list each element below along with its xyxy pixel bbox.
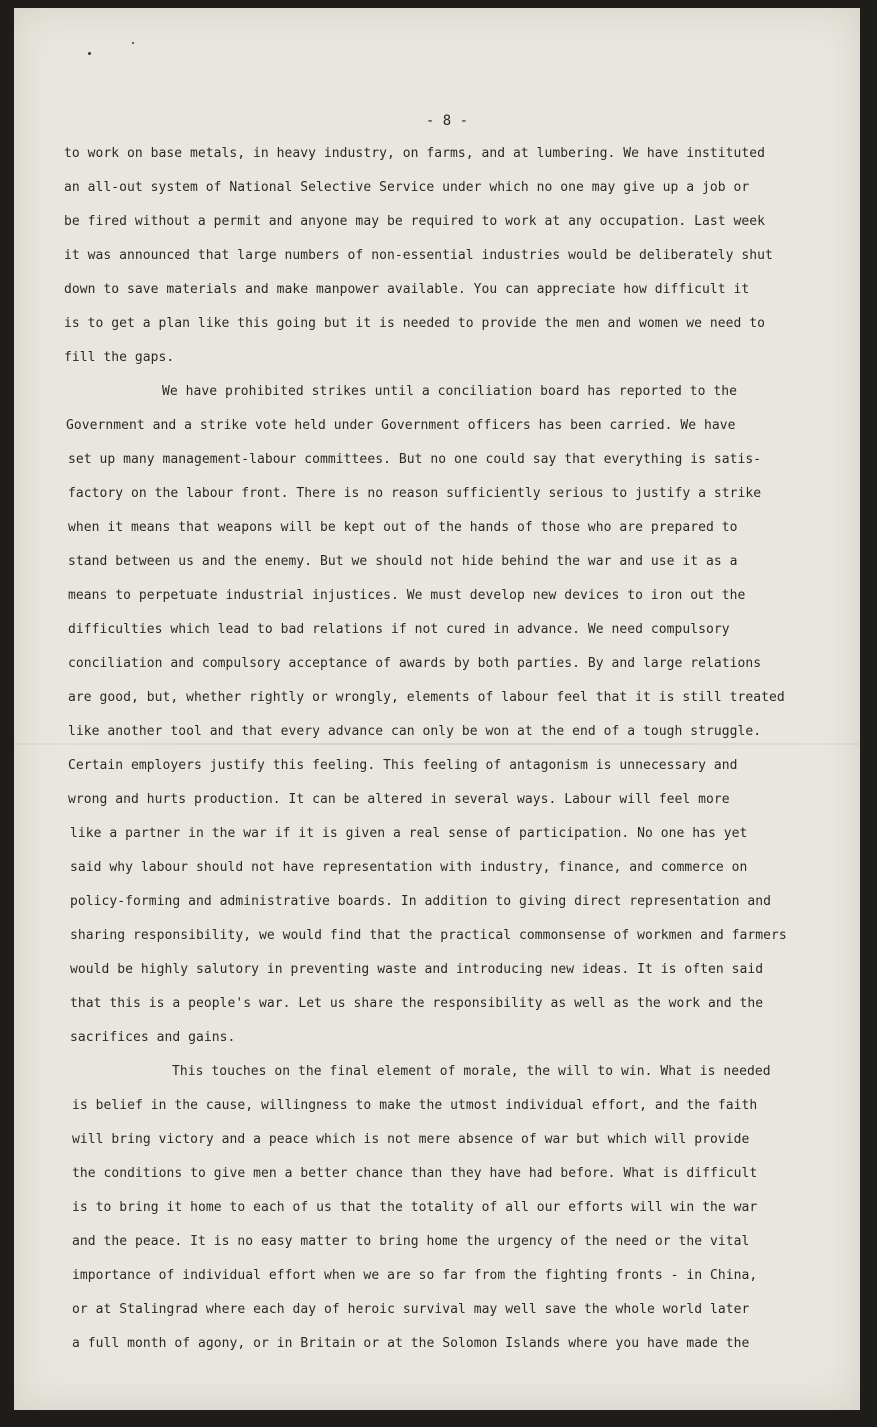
text-line: down to save materials and make manpower available. You can appreciate how difficult it bbox=[64, 282, 750, 297]
paper-fold bbox=[14, 743, 860, 745]
text-line: set up many management-labour committees. But no one could say that everything is satis- bbox=[68, 452, 762, 467]
text-line: an all-out system of National Selective Service under which no one may give up a job or bbox=[64, 180, 750, 195]
text-line: factory on the labour front. There is no reason sufficiently serious to justify a strike bbox=[68, 486, 762, 501]
text-line: conciliation and compulsory acceptance of awards by both parties. By and large relations bbox=[68, 656, 762, 671]
ink-speck bbox=[132, 42, 134, 44]
text-line: wrong and hurts production. It can be altered in several ways. Labour will feel more bbox=[68, 792, 730, 807]
text-line: be fired without a permit and anyone may be required to work at any occupation. Last week bbox=[64, 214, 766, 229]
text-line: is belief in the cause, willingness to make the utmost individual effort, and the faith bbox=[72, 1098, 758, 1113]
text-line: sharing responsibility, we would find that the practical commonsense of workmen and farmers bbox=[70, 928, 787, 943]
text-line: said why labour should not have representation with industry, finance, and commerce on bbox=[70, 860, 748, 875]
text-line: like another tool and that every advance can only be won at the end of a tough struggle. bbox=[68, 724, 762, 739]
text-line: Certain employers justify this feeling. This feeling of antagonism is unnecessary and bbox=[68, 758, 738, 773]
text-line: sacrifices and gains. bbox=[70, 1030, 236, 1045]
text-line: is to bring it home to each of us that the totality of all our efforts will win the war bbox=[72, 1200, 758, 1215]
text-line: stand between us and the enemy. But we should not hide behind the war and use it as a bbox=[68, 554, 738, 569]
page-number: - 8 - bbox=[425, 113, 469, 129]
text-line: to work on base metals, in heavy industry, on farms, and at lumbering. We have instituted bbox=[64, 146, 766, 161]
text-line: or at Stalingrad where each day of heroic survival may well save the whole world later bbox=[72, 1302, 750, 1317]
text-line: when it means that weapons will be kept out of the hands of those who are prepared to bbox=[68, 520, 738, 535]
ink-speck bbox=[88, 52, 91, 55]
text-line: We have prohibited strikes until a conciliation board has reported to the bbox=[162, 384, 737, 399]
text-line: will bring victory and a peace which is not mere absence of war but which will provide bbox=[72, 1132, 750, 1147]
text-line: are good, but, whether rightly or wrongly, elements of labour feel that it is still treated bbox=[68, 690, 785, 705]
text-line: would be highly salutory in preventing waste and introducing new ideas. It is often said bbox=[70, 962, 764, 977]
document-page bbox=[14, 8, 860, 1410]
text-line: the conditions to give men a better chance than they have had before. What is difficult bbox=[72, 1166, 758, 1181]
text-line: means to perpetuate industrial injustices. We must develop new devices to iron out the bbox=[68, 588, 746, 603]
text-line: and the peace. It is no easy matter to bring home the urgency of the need or the vital bbox=[72, 1234, 750, 1249]
text-line: fill the gaps. bbox=[64, 350, 175, 365]
text-line: difficulties which lead to bad relations if not cured in advance. We need compulsory bbox=[68, 622, 730, 637]
text-line: is to get a plan like this going but it is needed to provide the men and women we need to bbox=[64, 316, 766, 331]
text-line: policy-forming and administrative boards. In addition to giving direct representation and bbox=[70, 894, 772, 909]
text-line: This touches on the final element of morale, the will to win. What is needed bbox=[172, 1064, 771, 1079]
text-line: a full month of agony, or in Britain or at the Solomon Islands where you have made the bbox=[72, 1336, 750, 1351]
text-line: that this is a people's war. Let us share the responsibility as well as the work and the bbox=[70, 996, 764, 1011]
text-line: importance of individual effort when we are so far from the fighting fronts - in China, bbox=[72, 1268, 758, 1283]
text-line: Government and a strike vote held under Government officers has been carried. We have bbox=[66, 418, 736, 433]
text-line: like a partner in the war if it is given a real sense of participation. No one has yet bbox=[70, 826, 748, 841]
text-line: it was announced that large numbers of non-essential industries would be deliberately shut bbox=[64, 248, 773, 263]
